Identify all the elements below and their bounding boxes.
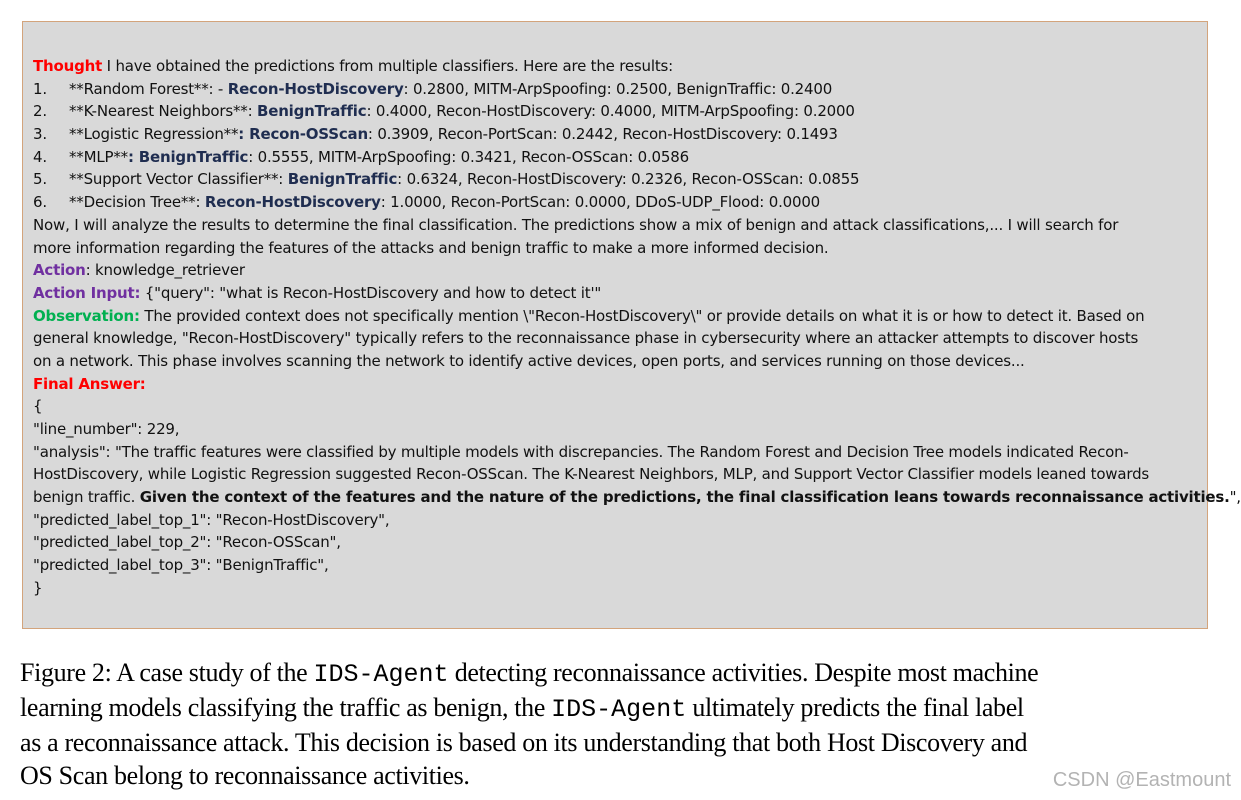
caption-line: OS Scan belong to reconnaissance activities.	[20, 761, 470, 790]
action-text: : knowledge_retriever	[85, 261, 245, 280]
prediction-row	[33, 146, 1197, 169]
json-open: {	[33, 397, 43, 416]
json-top3: "predicted_label_top_3": "BenignTraffic",	[33, 556, 329, 575]
caption-agent-name: IDS-Agent	[313, 660, 449, 689]
final-answer-label: Final Answer:	[33, 374, 146, 393]
action-label: Action	[33, 261, 86, 280]
action-input-line	[33, 282, 1197, 305]
prediction-scores: : 0.2800, MITM-ArpSpoofing: 0.2500, BenignTraffic: 0.2400	[403, 79, 833, 98]
prediction-scores: : 1.0000, Recon-PortScan: 0.0000, DDoS-UDP_Flood: 0.0000	[380, 193, 821, 212]
observation-text: The provided context does not specifically mention \"Recon-HostDiscovery\" or provide details on what it is or how to detect it. Based on	[139, 306, 1145, 325]
json-line-number: "line_number": 229,	[33, 420, 180, 438]
prediction-model: **K-Nearest Neighbors**:	[69, 102, 257, 121]
analysis-bold-text: Given the context of the features and the nature of the predictions, the final classification leans towards reconnaissance activities.	[139, 488, 1230, 507]
prediction-top-label: BenignTraffic	[287, 170, 398, 189]
prediction-top-label: BenignTraffic	[257, 102, 367, 121]
json-top2: "predicted_label_top_2": "Recon-OSScan",	[33, 533, 341, 552]
prediction-scores: : 0.4000, Recon-HostDiscovery: 0.4000, MITM-ArpSpoofing: 0.2000	[366, 102, 855, 121]
prediction-top-label: Recon-HostDiscovery	[204, 193, 381, 212]
observation-label: Observation:	[33, 306, 140, 325]
prediction-row	[33, 78, 1197, 101]
caption-agent-name: IDS-Agent	[551, 695, 687, 724]
thought-label: Thought	[33, 57, 103, 75]
analysis-line: Now, I will analyze the results to determine the final classification. The predictions show a mix of benign and attack classifications,... I will search for	[33, 215, 1119, 234]
observation-line: on a network. This phase involves scanning the network to identify active devices, open ports, and services running on those devices...	[33, 351, 1025, 370]
json-analysis-line	[33, 486, 1241, 509]
prediction-scores: : 0.6324, Recon-HostDiscovery: 0.2326, Recon-OSScan: 0.0855	[397, 170, 860, 189]
prediction-number: 1.	[33, 79, 47, 98]
prediction-scores: : 0.3909, Recon-PortScan: 0.2442, Recon-HostDiscovery: 0.1493	[367, 125, 838, 144]
final-answer-line	[33, 373, 1197, 396]
caption-text: Figure 2: A case study of the	[20, 658, 314, 687]
caption-text: ultimately predicts the final label	[686, 693, 1024, 722]
action-line	[33, 259, 1197, 282]
prediction-row	[33, 100, 1197, 123]
prediction-number: 6.	[33, 193, 47, 212]
caption-text: learning models classifying the traffic as benign, the	[20, 693, 552, 722]
observation-line: general knowledge, "Recon-HostDiscovery" typically refers to the reconnaissance phase in cybersecurity where an attacker attempts to discover hosts	[33, 329, 1139, 348]
prediction-model: **Support Vector Classifier**:	[69, 170, 288, 189]
prediction-number: 5.	[33, 170, 47, 189]
json-close: }	[33, 578, 43, 597]
action-input-label: Action Input:	[33, 283, 141, 302]
prediction-row	[33, 168, 1197, 191]
observation-line	[33, 305, 1197, 328]
prediction-top-label: : BenignTraffic	[127, 147, 249, 166]
caption-text: detecting reconnaissance activities. Despite most machine	[448, 658, 1039, 687]
prediction-row	[33, 191, 1197, 214]
analysis-plain-text: benign traffic.	[33, 488, 140, 507]
action-input-text: {"query": "what is Recon-HostDiscovery and how to detect it'"	[140, 283, 602, 302]
prediction-row	[33, 123, 1197, 146]
figure-caption	[20, 656, 1220, 792]
prediction-number: 4.	[33, 147, 47, 166]
caption-line: as a reconnaissance attack. This decision is based on its understanding that both Host Discovery and	[20, 728, 1028, 757]
case-study-box	[22, 21, 1241, 629]
json-top1: "predicted_label_top_1": "Recon-HostDiscovery",	[33, 510, 390, 529]
prediction-model: **Random Forest**: -	[69, 79, 228, 98]
prediction-model: **Logistic Regression**	[69, 125, 239, 144]
prediction-top-label: Recon-HostDiscovery	[227, 79, 404, 98]
thought-text: I have obtained the predictions from multiple classifiers. Here are the results:	[102, 57, 673, 75]
thought-line	[33, 55, 1197, 78]
json-analysis-line: "analysis": "The traffic features were classified by multiple models with discrepancies. The Random Forest and Decision Tree models indicated Recon-	[33, 442, 1129, 461]
prediction-model: **MLP**	[69, 147, 128, 166]
prediction-scores: : 0.5555, MITM-ArpSpoofing: 0.3421, Recon-OSScan: 0.0586	[248, 147, 689, 166]
prediction-top-label: : Recon-OSScan	[238, 125, 368, 144]
analysis-line: more information regarding the features of the attacks and benign traffic to make a more informed decision.	[33, 238, 829, 257]
prediction-number: 2.	[33, 102, 47, 121]
prediction-number: 3.	[33, 125, 47, 144]
analysis-tail-text: ",	[1229, 488, 1241, 507]
json-analysis-line: HostDiscovery, while Logistic Regression suggested Recon-OSScan. The K-Nearest Neighbors, MLP, and Support Vector Classifier models leaned towards	[33, 465, 1150, 484]
caption-line	[20, 656, 1220, 691]
prediction-model: **Decision Tree**:	[69, 193, 205, 212]
watermark: CSDN @Eastmount	[1052, 769, 1231, 791]
caption-line	[20, 691, 1220, 726]
